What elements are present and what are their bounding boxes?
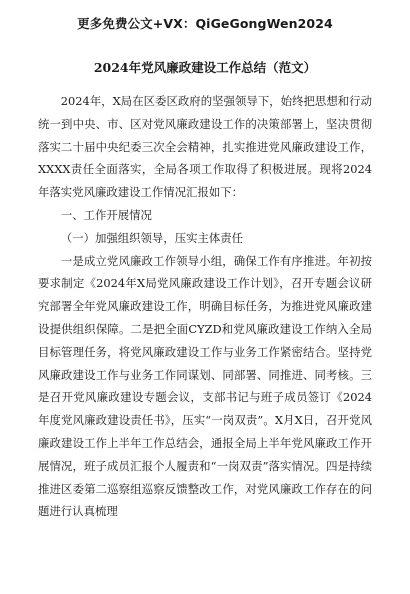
watermark-header: 更多免费公文+VX：QiGeGongWen2024: [77, 16, 333, 31]
document-title: 2024年党风廉政建设工作总结（范文）: [93, 60, 317, 75]
intro-paragraph: 2024年，X局在区委区政府的坚强领导下，始终把思想和行动统一到中央、市、区对党风廉政建设工作的决策部署上，坚决贯彻落实二十届中央纪委三次全会精神，扎实推进党风廉政建设工作，XXXX责任全面落实，全局各项工作取得了积极进展。现将2024年落实党风廉政建设工作情况汇报如下：: [38, 94, 372, 200]
document-body: [38, 90, 372, 523]
section-heading: 一、工作开展情况: [60, 207, 152, 222]
subsection-heading: （一）加强组织领导，压实主体责任: [60, 230, 244, 245]
body-paragraph: 一是成立党风廉政工作领导小组，确保工作有序推进。年初按要求制定《2024年X局党风廉政建设工作计划》，召开专题会议研究部署全年党风廉政建设工作，明确目标任务，为推进党风廉政建设提供组织保障。二是把全面CYZD和党风廉政建设工作纳入全局目标管理任务，将党风廉政建设工作与业务工作紧密结合。坚持党风廉政建设工作与业务工作同谋划、同部署、同推进、同考核。三是召开党风廉政建设专题会议，支部书记与班子成员签订《2024年度党风廉政建设责任书》，压实“一岗双责”。X月X日，召开党风廉政建设工作上半年工作总结会，通报全局上半年党风廉政工作开展情况，班子成员汇报个人履责和“一岗双责”落实情况。四是持续推进区委第二巡察组巡察反馈整改工作，对党风廉政工作存在的问题进行认真梳理: [38, 253, 372, 519]
document-page: [0, 14, 410, 594]
